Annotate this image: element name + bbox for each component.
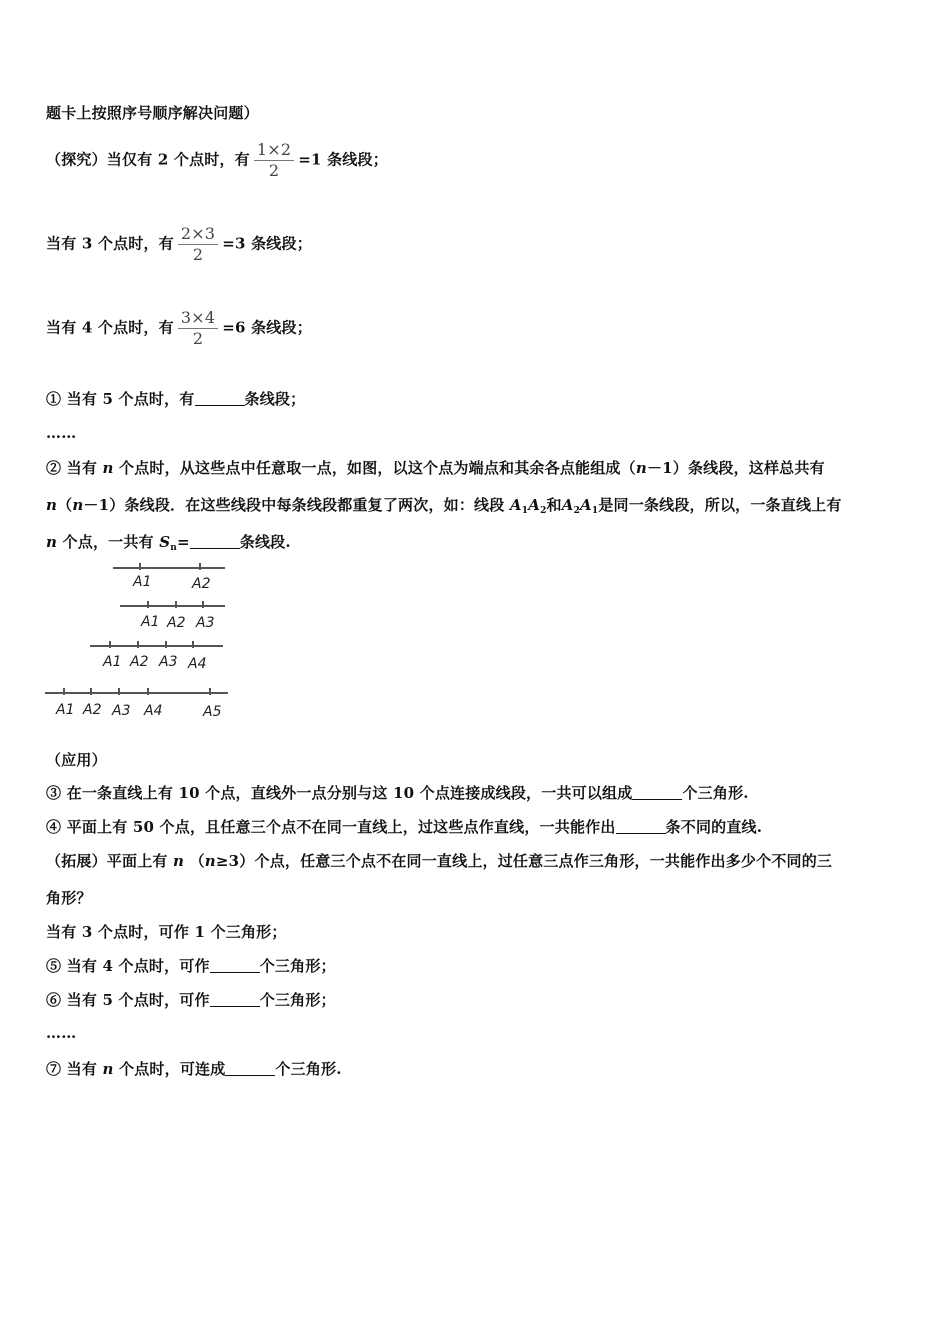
- extend-line-3: 当有 3 个点时，可作 1 个三角形；: [46, 923, 287, 941]
- question-6: ⑥ 当有 5 个点时，可作 个三角形；: [46, 991, 336, 1009]
- answer-blank-6[interactable]: [210, 992, 260, 1007]
- explore-line-1: （探究）当仅有 2 个点时，有 $\frac{1\times 2}{2}$ =1 条线段；: [46, 140, 388, 180]
- question-2-line-2: n（n－1）条线段．在这些线段中每条线段都重复了两次，如：线段 $A_1A_2$和$A_2A_1$是同一条线段，所以，一条直线上有: [46, 496, 842, 516]
- ellipsis-2: ……: [46, 1024, 77, 1042]
- fig-label: A2: [192, 576, 211, 592]
- fig-label: A2: [167, 615, 186, 631]
- answer-blank-3[interactable]: [632, 785, 682, 800]
- fig-label: A1: [103, 654, 122, 670]
- question-2-line-3: n 个点，一共有 $S_n=$ 条线段.: [46, 533, 291, 553]
- fraction-1: $\frac{1\times 2}{2}$: [254, 140, 294, 181]
- answer-blank-2[interactable]: [190, 534, 240, 549]
- extend-line-2: 角形？: [46, 889, 92, 907]
- fig-label: A1: [133, 574, 152, 590]
- answer-blank-5[interactable]: [210, 958, 260, 973]
- question-1: ① 当有 5 个点时，有 条线段；: [46, 390, 306, 408]
- explore-line-3: 当有 4 个点时，有 $\frac{3\times 4}{2}$ =6 条线段；: [46, 308, 312, 348]
- segments-figure: [40, 560, 240, 725]
- fig-label: A1: [141, 614, 160, 630]
- answer-blank-4[interactable]: [616, 819, 666, 834]
- fig-label: A3: [196, 615, 215, 631]
- explore-line-2: 当有 3 个点时，有 $\frac{2\times 3}{2}$ =3 条线段；: [46, 224, 312, 264]
- header-line: 题卡上按照序号顺序解决问题）: [46, 104, 259, 122]
- answer-blank-1[interactable]: [195, 391, 245, 406]
- question-3: ③ 在一条直线上有 10 个点，直线外一点分别与这 10 个点连接成线段，一共可以组成 个三角形.: [46, 784, 749, 802]
- fig-label: A3: [159, 654, 178, 670]
- answer-blank-7[interactable]: [225, 1061, 275, 1076]
- question-2-line-1: ② 当有 n 个点时，从这些点中任意取一点，如图，以这个点为端点和其余各点能组成（n－1）条线段，这样总共有: [46, 459, 825, 477]
- fig-label: A5: [203, 704, 222, 720]
- question-7: ⑦ 当有 n 个点时，可连成 个三角形.: [46, 1060, 342, 1078]
- fig-label: A2: [83, 702, 102, 718]
- fraction-3: $\frac{3\times 4}{2}$: [178, 308, 218, 349]
- question-5: ⑤ 当有 4 个点时，可作 个三角形；: [46, 957, 336, 975]
- fig-label: A4: [144, 703, 163, 719]
- fig-label: A1: [56, 702, 75, 718]
- question-4: ④ 平面上有 50 个点，且任意三个点不在同一直线上，过这些点作直线，一共能作出 条不同的直线.: [46, 818, 763, 836]
- fig-label: A4: [188, 656, 207, 672]
- fig-label: A2: [130, 654, 149, 670]
- fraction-2: $\frac{2\times 3}{2}$: [178, 224, 218, 265]
- extend-line-1: （拓展）平面上有 n （n≥3）个点，任意三个点不在同一直线上，过任意三点作三角形，一共能作出多少个不同的三: [46, 852, 833, 870]
- ellipsis-1: ……: [46, 424, 77, 442]
- fig-label: A3: [112, 703, 131, 719]
- apply-title: （应用）: [46, 751, 107, 769]
